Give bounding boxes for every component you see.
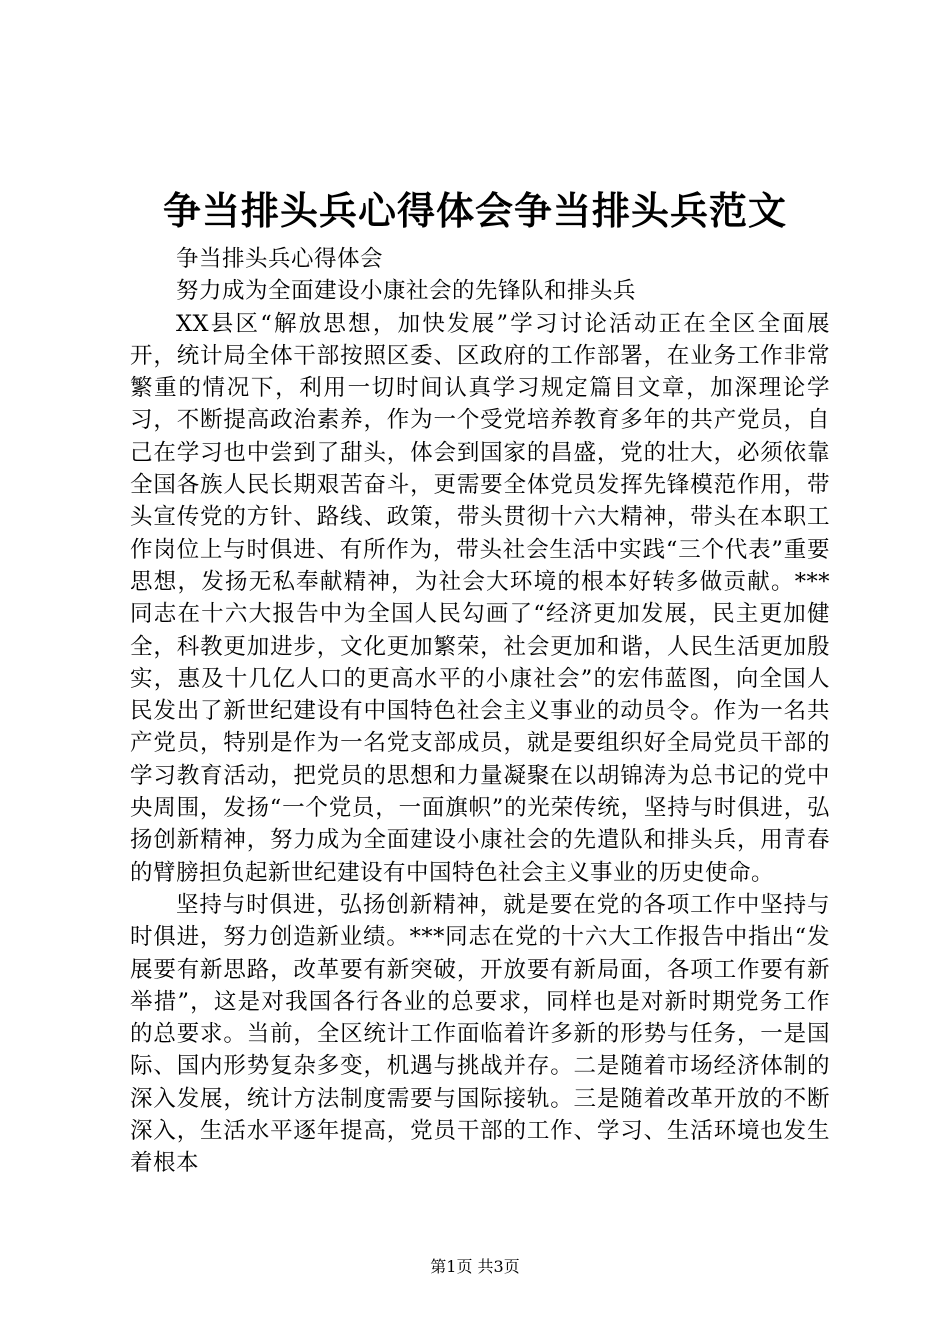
document-body bbox=[130, 243, 830, 1180]
paragraph-body-2: 坚持与时俱进，弘扬创新精神，就是要在党的各项工作中坚持与时俱进，努力创造新业绩。***同志在党的十六大工作报告中指出“发展要有新思路，改革要有新突破，开放要有新局面，各项工作要有新举措”，这是对我国各行各业的总要求，同样也是对新时期党务工作的总要求。当前，全区统计工作面临着许多新的形势与任务，一是国际、国内形势复杂多变，机遇与挑战并存。二是随着市场经济体制的深入发展，统计方法制度需要与国际接轨。三是随着改革开放的不断深入，生活水平逐年提高，党员干部的工作、学习、生活环境也发生着根本 bbox=[130, 891, 830, 1177]
paragraph-body-1: XX县区“解放思想，加快发展”学习讨论活动正在全区全面展开，统计局全体干部按照区委、区政府的工作部署，在业务工作非常繁重的情况下，利用一切时间认真学习规定篇目文章，加深理论学习，不断提高政治素养，作为一个受党培养教育多年的共产党员，自己在学习也中尝到了甜头，体会到国家的昌盛，党的壮大，必须依靠全国各族人民长期艰苦奋斗，更需要全体党员发挥先锋模范作用，带头宣传党的方针、路线、政策，带头贯彻十六大精神，带头在本职工作岗位上与时俱进、有所作为，带头社会生活中实践“三个代表”重要思想，发扬无私奉献精神，为社会大环境的根本好转多做贡献。***同志在十六大报告中为全国人民勾画了“经济更加发展，民主更加健全，科教更加进步，文化更加繁荣，社会更加和谐，人民生活更加殷实，惠及十几亿人口的更高水平的小康社会”的宏伟蓝图，向全国人民发出了新世纪建设有中国特色社会主义事业的动员令。作为一名共产党员，特别是作为一名党支部成员，就是要组织好全局党员干部的学习教育活动，把党员的思想和力量凝聚在以胡锦涛为总书记的党中央周围，发扬“一个党员，一面旗帜”的光荣传统，坚持与时俱进，弘扬创新精神，努力成为全面建设小康社会的先遣队和排头兵，用青春的臂膀担负起新世纪建设有中国特色社会主义事业的历史使命。 bbox=[130, 310, 830, 886]
document-title: 争当排头兵心得体会争当排头兵范文 bbox=[162, 189, 787, 233]
page-footer: 第1页 共3页 bbox=[430, 1257, 520, 1276]
paragraph-heading: 努力成为全面建设小康社会的先锋队和排头兵 bbox=[176, 278, 637, 305]
paragraph-subtitle: 争当排头兵心得体会 bbox=[176, 246, 384, 272]
